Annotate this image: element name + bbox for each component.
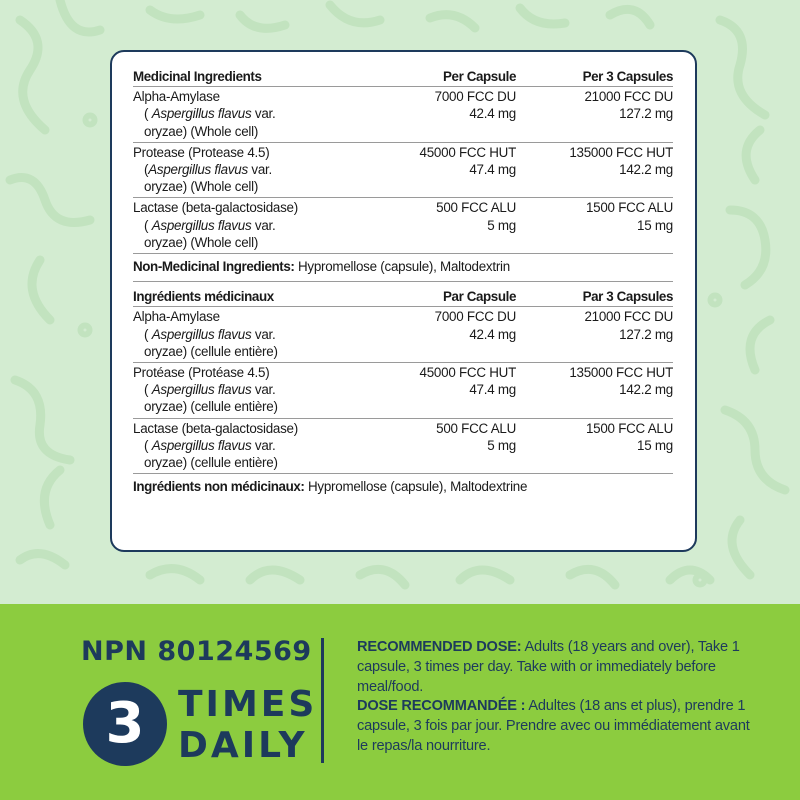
daily-line: DAILY [178,725,308,766]
per-capsule-mass: 42.4 mg [469,326,516,342]
recommended-dose-text [357,638,757,757]
per-capsule-activity: 45000 FCC HUT [419,144,516,160]
dose-french-body: Adultes (18 ans et plus), prendre 1 capsule, 3 fois par jour. Prendre avec ou immédiatement avant le repas/la nourriture. [357,698,750,754]
non-medicinal-label: Ingrédients non médicinaux: [133,479,305,495]
per-3-capsules-activity: 135000 FCC HUT [569,365,673,381]
per-capsule-activity: 7000 FCC DU [434,309,516,325]
table-header [133,68,673,87]
ingredient-name: Lactase (beta-galactosidase) [133,420,298,436]
ingredient-name: Protease (Protease 4.5) [133,144,270,160]
per-3-capsules-mass: 15 mg [637,437,673,453]
ingredient-name: Protéase (Protéase 4.5) [133,365,270,381]
table-header [133,288,673,307]
ingredient-source: (Aspergillus flavus var. [144,162,272,178]
ingredient-source: ( Aspergillus flavus var. [144,437,276,453]
per-3-capsules-activity: 135000 FCC HUT [569,144,673,160]
per-capsule-mass: 5 mg [487,217,516,233]
per-3-capsules-mass: 142.2 mg [619,382,673,398]
table-row [133,419,673,475]
ingredient-cell: oryzae) (Whole cell) [144,234,259,250]
ingredient-cell: oryzae) (Whole cell) [144,123,259,139]
dose-english-label: RECOMMENDED DOSE: [357,639,522,655]
per-3-capsules-activity: 1500 FCC ALU [585,420,673,436]
per-capsule-mass: 47.4 mg [469,162,516,178]
vertical-divider [321,638,324,763]
per-capsule-activity: 7000 FCC DU [434,89,516,105]
ingredient-name: Lactase (beta-galactosidase) [133,200,298,216]
dose-french-label: DOSE RECOMMANDÉE : [357,698,526,715]
non-medicinal-label: Non-Medicinal Ingredients: [133,259,295,275]
table-row [133,87,673,143]
ingredient-cell: oryzae) (cellule entière) [144,455,278,471]
per-3-capsules-mass: 127.2 mg [619,326,673,342]
dose-english-body: Adults (18 years and over), Take 1 capsule, 3 times per day. Take with or immediately before meal/food. [357,639,740,695]
dose-french [357,697,757,756]
english-ingredients-section [133,68,673,282]
header-per-capsule: Per Capsule [442,69,516,84]
per-capsule-mass: 42.4 mg [469,106,516,122]
header-per-3-capsules: Per 3 Capsules [582,69,673,84]
header-per-3-capsules: Par 3 Capsules [582,289,673,305]
per-3-capsules-mass: 142.2 mg [619,162,673,178]
ingredient-source: ( Aspergillus flavus var. [144,382,276,398]
dose-count-badge: 3 [83,682,167,766]
per-capsule-activity: 45000 FCC HUT [419,365,516,381]
per-capsule-mass: 5 mg [487,437,516,453]
non-medicinal-ingredients [133,254,673,282]
non-medicinal-value: Hypromellose (capsule), Maltodextrin [297,259,510,275]
times-line: TIMES [178,684,318,725]
ingredient-cell: oryzae) (cellule entière) [144,399,278,415]
table-row [133,363,673,419]
ingredient-source: ( Aspergillus flavus var. [144,217,276,233]
header-per-capsule: Par Capsule [442,289,516,305]
per-capsule-activity: 500 FCC ALU [436,200,516,216]
per-3-capsules-mass: 127.2 mg [619,106,673,122]
ingredient-source: ( Aspergillus flavus var. [144,326,276,342]
times-daily-label [178,684,317,766]
ingredient-name: Alpha-Amylase [133,89,220,105]
french-ingredients-section [133,288,673,501]
per-3-capsules-activity: 1500 FCC ALU [585,200,673,216]
ingredient-cell: oryzae) (Whole cell) [144,179,259,195]
non-medicinal-ingredients [133,474,673,501]
per-3-capsules-activity: 21000 FCC DU [584,309,673,325]
dosage-band [0,604,800,800]
per-3-capsules-mass: 15 mg [637,217,673,233]
dose-english [357,638,757,697]
ingredient-source: ( Aspergillus flavus var. [144,106,276,122]
header-ingredients: Ingrédients médicinaux [133,289,274,305]
non-medicinal-value: Hypromellose (capsule), Maltodextrine [307,479,528,495]
header-ingredients: Medicinal Ingredients [133,69,262,84]
ingredient-cell: oryzae) (cellule entière) [144,343,278,359]
ingredients-card [110,50,697,552]
per-capsule-activity: 500 FCC ALU [436,420,516,436]
table-row [133,307,673,363]
per-3-capsules-activity: 21000 FCC DU [584,89,673,105]
per-capsule-mass: 47.4 mg [469,382,516,398]
table-row [133,198,673,254]
ingredient-name: Alpha-Amylase [133,309,220,325]
npn-number: NPN 80124569 [81,636,312,667]
table-row [133,143,673,199]
